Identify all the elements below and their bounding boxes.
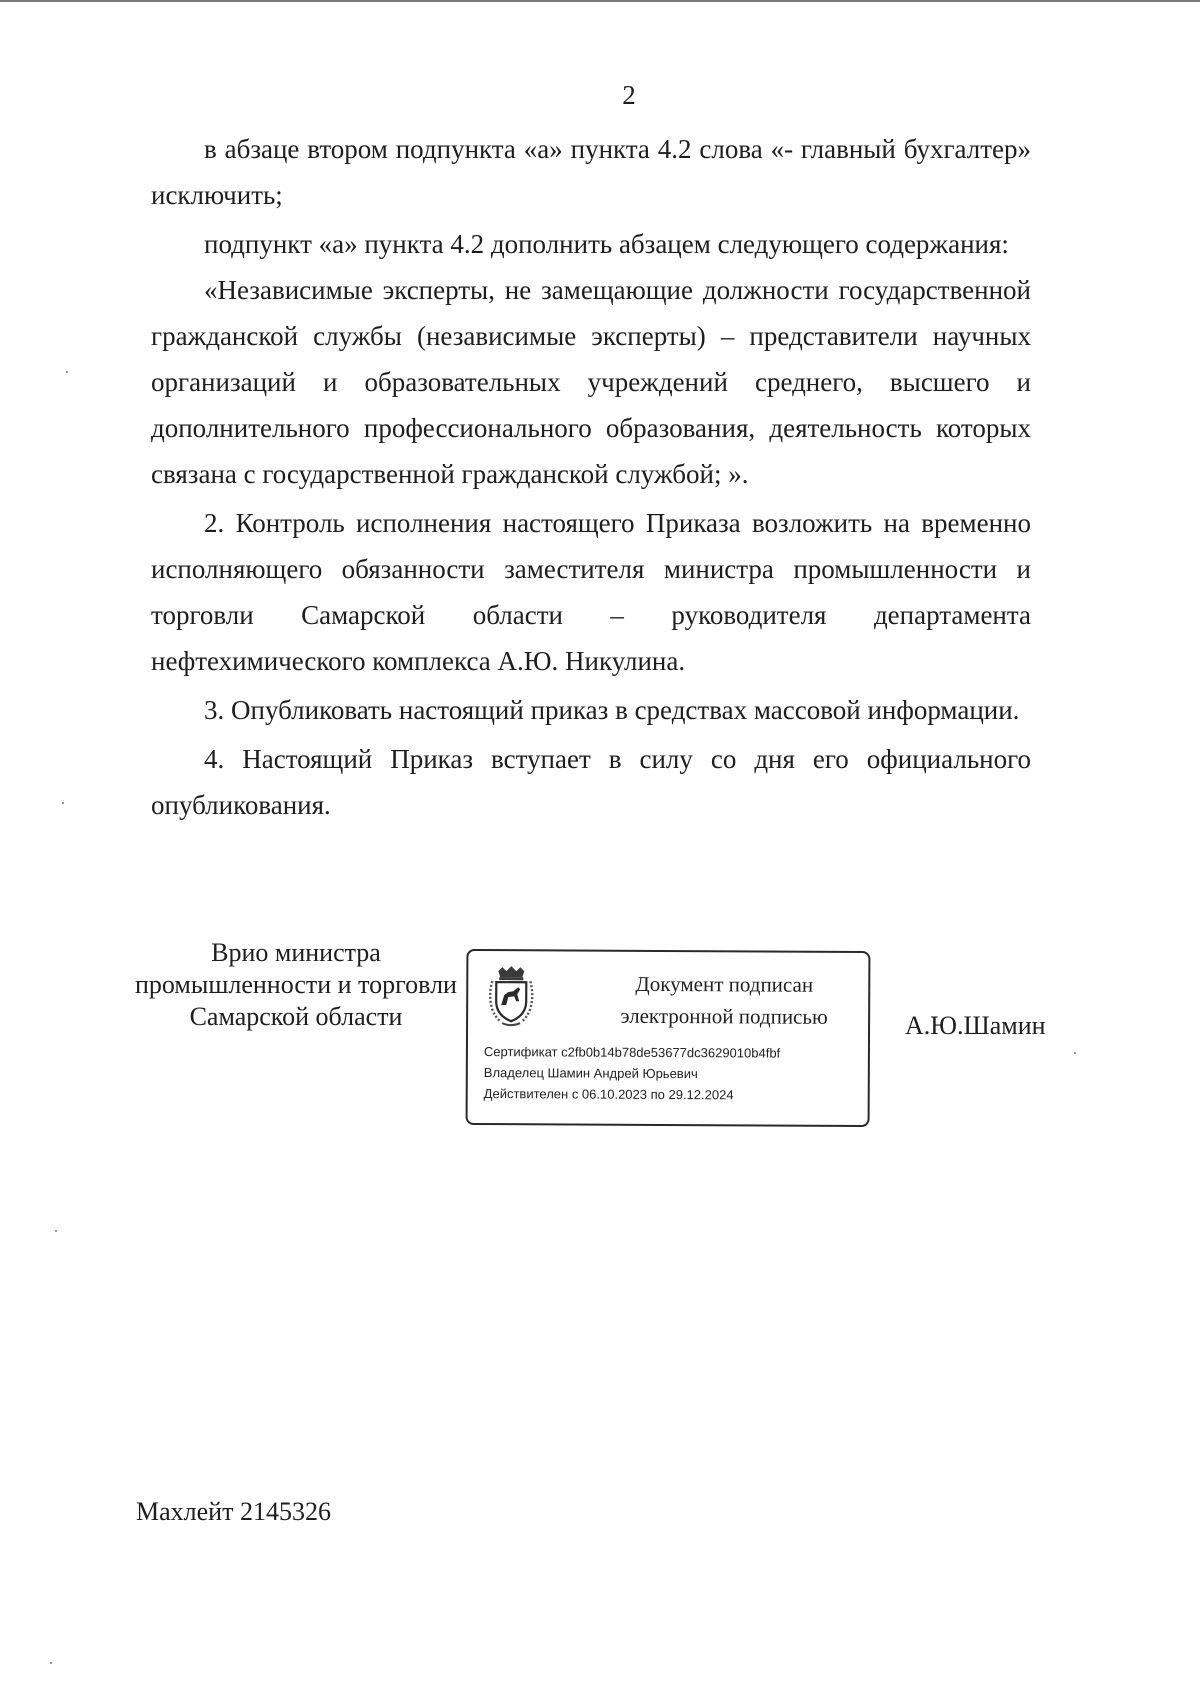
paragraph-quoted-text: «Независимые эксперты, не замещающие должности государственной гражданской службы (независимые эксперты) – представители научных организаций и образовательных учреждений среднего, высшего и дополнительного профессионального образования, деятельность которых связана с государственной гражданской службой; ». bbox=[151, 275, 1031, 489]
esign-details bbox=[484, 1041, 864, 1106]
page-top-edge bbox=[0, 0, 1200, 2]
scan-speck bbox=[55, 1230, 57, 1232]
esign-title bbox=[574, 968, 874, 1034]
paragraph-amendment-exclude: в абзаце втором подпункта «а» пункта 4.2 слова «- главный бухгалтер» исключить; bbox=[151, 134, 1031, 210]
scan-speck bbox=[1074, 1052, 1076, 1054]
esign-validity: Действителен с 06.10.2023 по 29.12.2024 bbox=[483, 1086, 734, 1103]
paragraph-item-4: 4. Настоящий Приказ вступает в силу со дня его официального опубликования. bbox=[151, 744, 1031, 820]
esign-title-line: Документ подписан bbox=[635, 971, 814, 997]
signatory-position bbox=[128, 937, 464, 1033]
page-number: 2 bbox=[622, 80, 636, 110]
scan-speck bbox=[66, 371, 68, 373]
esign-title-line: электронной подписью bbox=[620, 1003, 828, 1029]
samara-coat-of-arms-icon bbox=[486, 965, 536, 1027]
document-body bbox=[151, 126, 1031, 831]
esign-certificate: Сертификат c2fb0b14b78de53677dc3629010b4fbf bbox=[483, 1044, 781, 1061]
signatory-position-line: промышленности и торговли bbox=[135, 970, 457, 999]
paragraph-item-2: 2. Контроль исполнения настоящего Приказа возложить на временно исполняющего обязанности заместителя министра промышленности и торговли Самарской области – руководителя департамента нефтехимического комплекса А.Ю. Никулина. bbox=[151, 508, 1031, 676]
esign-owner: Владелец Шамин Андрей Юрьевич bbox=[483, 1065, 698, 1082]
scan-speck bbox=[62, 802, 64, 804]
scan-speck bbox=[50, 1662, 52, 1664]
paragraph-item-3: 3. Опубликовать настоящий приказ в средствах массовой информации. bbox=[204, 695, 1020, 725]
electronic-signature-stamp bbox=[466, 949, 871, 1127]
signer-name: А.Ю.Шамин bbox=[905, 1011, 1046, 1040]
signatory-position-line: Самарской области bbox=[189, 1002, 403, 1031]
executor-note: Махлейт 2145326 bbox=[136, 1497, 331, 1526]
signatory-position-line: Врио министра bbox=[211, 938, 381, 967]
paragraph-amendment-add: подпункт «а» пункта 4.2 дополнить абзацем следующего содержания: bbox=[204, 229, 1009, 259]
